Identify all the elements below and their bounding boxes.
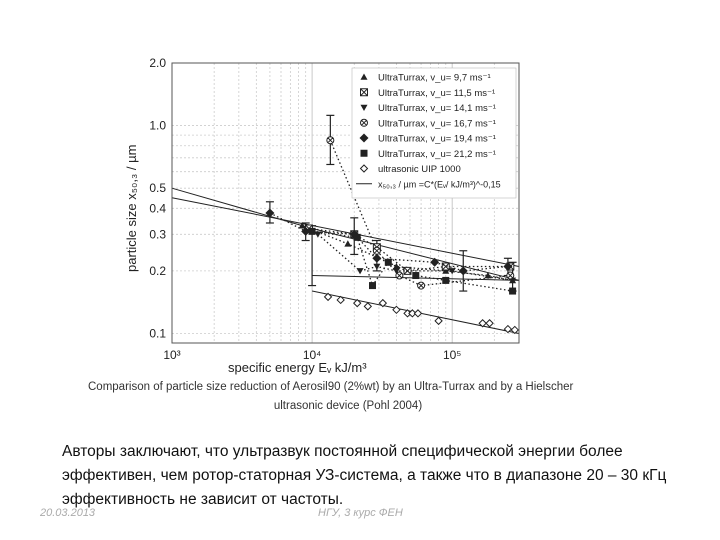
- legend-label: UltraTurrax, v_u= 19,4 ms⁻¹: [378, 133, 496, 145]
- legend-label: UltraTurrax, v_u= 21,2 ms⁻¹: [378, 148, 496, 160]
- marker-circle-x: [373, 247, 380, 254]
- footer-date: 20.03.2013: [40, 507, 96, 519]
- y-tick-label: 2.0: [149, 56, 166, 70]
- marker-triangle-up: [344, 240, 351, 246]
- figure-caption-line-1: Comparison of particle size reduction of Aerosil90 (2%wt) by an Ultra-Turrax and by a Hielscher: [88, 381, 574, 393]
- footer-source: НГУ, 3 курс ФЕН: [318, 507, 403, 519]
- legend-label: ultrasonic UIP 1000: [378, 164, 461, 175]
- marker-open-diamond: [486, 320, 493, 327]
- figure-caption-line-2: ultrasonic device (Pohl 2004): [273, 400, 423, 412]
- legend-label: UltraTurrax, v_u= 16,7 ms⁻¹: [378, 118, 496, 130]
- marker-circle-x: [507, 272, 514, 279]
- fit-lines: [172, 188, 519, 333]
- y-tick-label: 0.3: [149, 227, 166, 242]
- marker-box-x: [442, 263, 449, 270]
- x-tick-label: 10⁴: [302, 348, 322, 362]
- marker-square: [369, 282, 376, 289]
- legend: [352, 68, 516, 198]
- x-axis-label: specific energy Eᵥ kJ/m³: [228, 360, 367, 375]
- marker-open-diamond: [414, 310, 421, 317]
- marker-square: [442, 277, 449, 284]
- marker-circle-x: [418, 282, 425, 289]
- y-tick-label: 0.4: [149, 201, 166, 216]
- marker-square: [309, 228, 316, 235]
- marker-diamond: [459, 266, 468, 275]
- marker-box-x: [361, 89, 368, 96]
- legend-label: x₅₀,₃ / µm =C*(Eᵥ/ kJ/m³)^-0,15: [378, 179, 501, 190]
- legend-label: UltraTurrax, v_u= 14,1 ms⁻¹: [378, 103, 496, 114]
- x-tick-label: 10⁵: [442, 348, 462, 362]
- y-tick-label: 0.2: [149, 263, 166, 278]
- marker-circle-x: [327, 137, 334, 144]
- y-axis-label: particle size x₅₀,₃ / µm: [124, 144, 139, 272]
- marker-square: [385, 259, 392, 266]
- legend-label: UltraTurrax, v_u= 11,5 ms⁻¹: [378, 87, 496, 99]
- marker-square: [361, 150, 368, 157]
- marker-triangle-down: [373, 264, 380, 270]
- marker-circle-x: [396, 272, 403, 279]
- slide-body-text: Авторы заключают, что ультразвук постоянной специфической энергии более эффективен, чем ротор-статорная УЗ-система, а также что в диапазоне 20 – 30 кГц эффективность не зависит от частоты.: [62, 443, 667, 508]
- marker-open-diamond: [435, 317, 442, 324]
- legend-label: UltraTurrax, v_u= 9,7 ms⁻¹: [378, 72, 491, 84]
- y-tick-label: 1.0: [149, 118, 166, 133]
- y-tick-label: 0.5: [149, 181, 166, 196]
- x-tick-label: 10³: [163, 348, 181, 362]
- marker-square: [509, 288, 516, 295]
- marker-open-diamond: [364, 303, 371, 310]
- marker-circle-x: [361, 119, 368, 126]
- y-tick-label: 0.1: [149, 326, 166, 341]
- marker-diamond: [430, 258, 439, 267]
- marker-square: [412, 272, 419, 279]
- marker-square: [354, 234, 361, 241]
